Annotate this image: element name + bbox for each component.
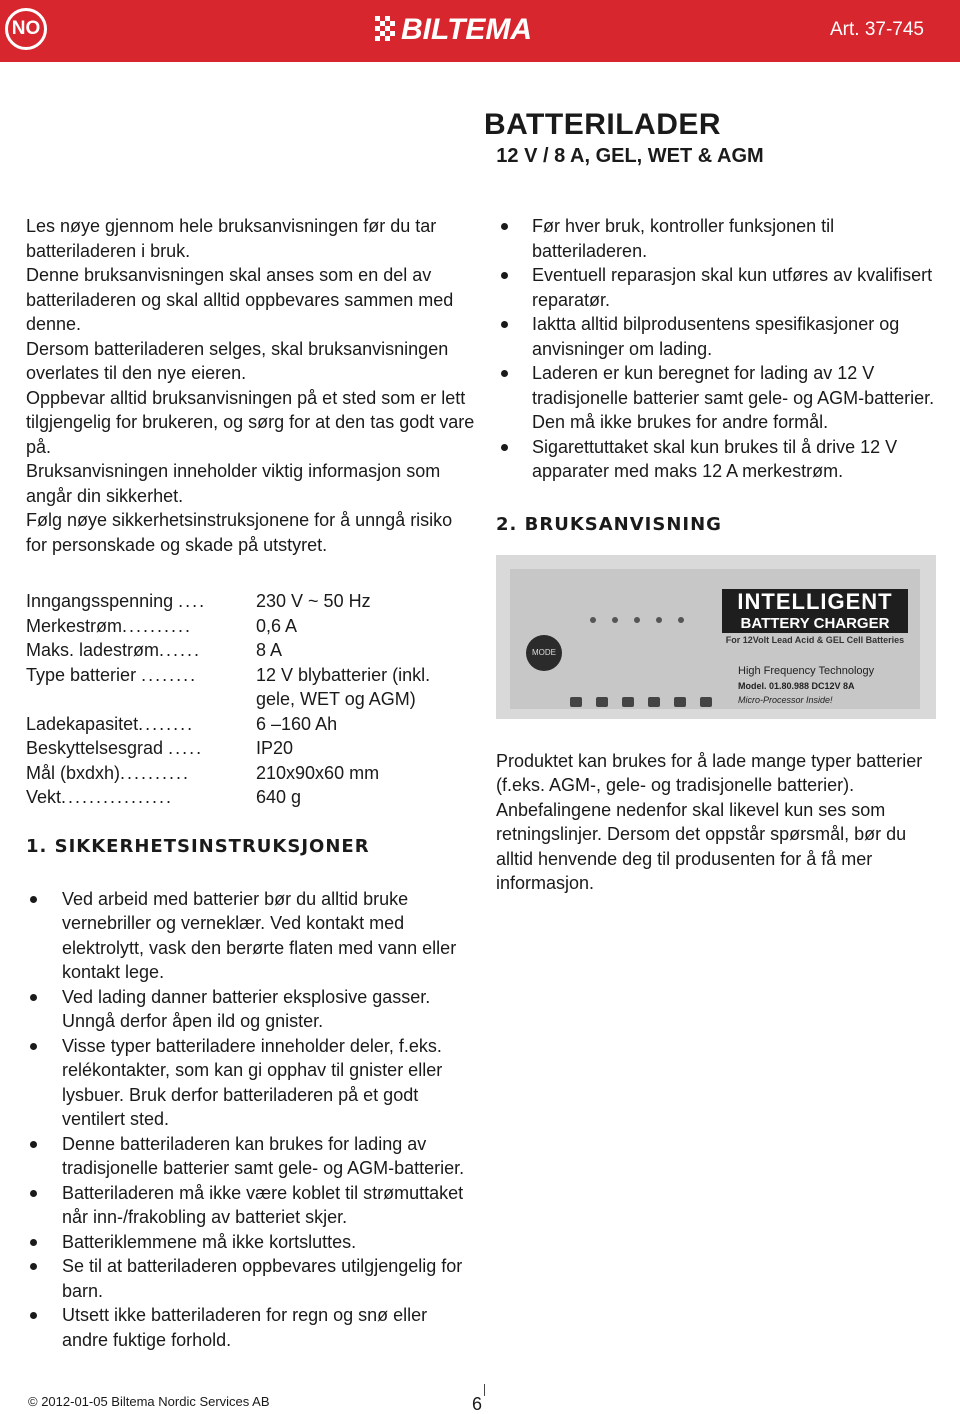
section-heading-safety: 1. SIKKERHETSINSTRUKSJONER (26, 835, 370, 857)
list-item: Ved arbeid med batterier bør du alltid bruke vernebriller og verneklær. Ved kontakt med elektrolytt, vask den berørte flaten med vann eller kontakt lege. (26, 887, 476, 985)
bullet-icon (30, 1043, 37, 1050)
charger-image (496, 555, 936, 719)
list-item: Ved lading danner batterier eksplosive gasser. Unngå derfor åpen ild og gnister. (26, 985, 476, 1034)
spec-value: 6 –160 Ah (256, 713, 338, 734)
spec-value: gele, WET og AGM) (256, 689, 416, 709)
snowflake-icon (622, 697, 634, 707)
spec-row (26, 638, 476, 663)
spec-value: 210x90x60 mm (256, 762, 380, 783)
charger-title: INTELLIGENT (722, 589, 908, 615)
list-item: Utsett ikke batteriladeren for regn og snø eller andre fuktige forhold. (26, 1303, 476, 1352)
spec-row (26, 761, 476, 786)
intro-paragraph: Oppbevar alltid bruksanvisningen på et sted som er lett tilgjengelig for brukeren, og sørg for at den tas godt vare på. (26, 387, 475, 457)
bullet-icon (30, 1263, 37, 1270)
intro-paragraph: Bruksanvisningen inneholder viktig informasjon som angår din sikkerhet. (26, 461, 441, 506)
footer-copyright: © 2012-01-05 Biltema Nordic Services AB (28, 1394, 270, 1409)
bullet-icon (501, 444, 508, 451)
spec-value: 230 V ~ 50 Hz (256, 591, 371, 611)
page-subtitle: 12 V / 8 A, GEL, WET & AGM (496, 145, 764, 167)
language-badge: NO (5, 8, 47, 50)
spec-value: 0,6 A (256, 615, 298, 636)
safety-list-continued (496, 214, 946, 484)
list-item: Batteriklemmene må ikke kortsluttes. (26, 1230, 476, 1255)
charger-cpu: Micro-Processor Inside! (738, 694, 833, 705)
bullet-icon (501, 272, 508, 279)
header-bar (0, 0, 960, 62)
bullet-icon (30, 896, 37, 903)
bullet-icon (30, 1239, 37, 1246)
bullet-icon (30, 1190, 37, 1197)
brand-name: BILTEMA (401, 13, 533, 46)
list-item: Iaktta alltid bilprodusentens spesifikasjoner og anvisninger om lading. (496, 312, 946, 361)
spec-row (26, 785, 476, 810)
intro-text (26, 214, 476, 557)
spec-label (26, 687, 256, 712)
list-item: Før hver bruk, kontroller funksjonen til batteriladeren. (496, 214, 946, 263)
spec-row (26, 663, 476, 688)
battery-icon (674, 697, 686, 707)
plug-icon (700, 697, 712, 707)
led-icon (612, 617, 618, 623)
intro-paragraph: Dersom batteriladeren selges, skal bruksanvisningen overlates til den nye eieren. (26, 338, 449, 383)
right-column (496, 214, 946, 896)
safety-list (26, 887, 476, 1353)
motorcycle-icon (570, 697, 582, 707)
spec-label: Maks. ladestrøm...... (26, 640, 202, 660)
divider (484, 1384, 485, 1396)
list-item: Se til at batteriladeren oppbevares utilgjengelig for barn. (26, 1254, 476, 1303)
bullet-icon (501, 321, 508, 328)
bullet-icon (30, 994, 37, 1001)
spec-value: IP20 (256, 738, 294, 758)
charger-tech: High Frequency Technology (738, 664, 875, 677)
spec-value: 8 A (256, 640, 283, 660)
list-item: Eventuell reparasjon skal kun utføres av kvalifisert reparatør. (496, 263, 946, 312)
article-number: Art. 37-745 (830, 19, 924, 40)
checkered-flag-icon (375, 16, 397, 44)
product-description: Produktet kan brukes for å lade mange typer batterier (f.eks. AGM-, gele- og tradisjonelle batterier). Anbefalingene nedenfor skal likevel kun ses som retningslinjer. Dersom det oppstår spørsmål, bør du alltid henvende deg til produsenten for å få mer informasjon. (496, 750, 923, 893)
spec-row (26, 687, 476, 712)
page-title: BATTERILADER (483, 108, 722, 141)
page-number: 6 (472, 1394, 483, 1414)
spec-label: Vekt................ (26, 787, 174, 807)
spec-value: 12 V blybatterier (inkl. (256, 664, 431, 685)
charger-subtitle: BATTERY CHARGER (722, 615, 908, 633)
bullet-icon (501, 223, 508, 230)
led-icon (678, 617, 684, 623)
intro-paragraph: Les nøye gjennom hele bruksanvisningen før du tar batteriladeren i bruk. (26, 216, 437, 261)
list-item: Sigarettuttaket skal kun brukes til å drive 12 V apparater med maks 12 A merkestrøm. (496, 435, 946, 484)
spec-row (26, 614, 476, 639)
spec-label: Type batterier ........ (26, 664, 198, 685)
spec-label: Merkestrøm.......... (26, 615, 193, 636)
led-icon (656, 617, 662, 623)
tool-icon (648, 697, 660, 707)
spec-value: 640 g (256, 787, 302, 807)
section-heading-usage: 2. BRUKSANVISNING (496, 513, 722, 535)
charger-panel (510, 569, 920, 709)
intro-paragraph: Denne bruksanvisningen skal anses som en del av batteriladeren og skal alltid oppbevares sammen med denne. (26, 265, 454, 334)
led-icon (590, 617, 596, 623)
bullet-icon (30, 1312, 37, 1319)
spec-row (26, 589, 476, 614)
bullet-icon (30, 1141, 37, 1148)
spec-label: Mål (bxdxh).......... (26, 762, 191, 783)
spec-table (26, 589, 476, 810)
intro-paragraph: Følg nøye sikkerhetsinstruksjonene for å unngå risiko for personskade og skade på utstyret. (26, 510, 453, 555)
list-item: Batteriladeren må ikke være koblet til strømuttaket når inn-/frakobling av batteriet skjer. (26, 1181, 476, 1230)
bullet-icon (501, 370, 508, 377)
spec-label: Ladekapasitet........ (26, 713, 195, 734)
car-icon (596, 697, 608, 707)
spec-label: Beskyttelsesgrad ..... (26, 738, 204, 758)
led-icon (634, 617, 640, 623)
list-item: Visse typer batteriladere inneholder deler, f.eks. relékontakter, som kan gi opphav til gnister eller lysbuer. Bruk derfor batteriladeren på et godt ventilert sted. (26, 1034, 476, 1132)
mode-button-icon: MODE (526, 635, 562, 671)
charger-description: For 12Volt Lead Acid & GEL Cell Batteries (725, 634, 905, 645)
list-item: Laderen er kun beregnet for lading av 12 V tradisjonelle batterier samt gele- og AGM-batterier. Den må ikke brukes for andre formål. (496, 361, 946, 435)
left-column (26, 214, 476, 1352)
brand-logo (375, 14, 532, 46)
spec-label: Inngangsspenning .... (26, 591, 207, 611)
list-item: Denne batteriladeren kan brukes for lading av tradisjonelle batterier samt gele- og AGM-batterier. (26, 1132, 476, 1181)
spec-row (26, 736, 476, 761)
charger-model: Model. 01.80.988 DC12V 8A (738, 680, 855, 691)
spec-row (26, 712, 476, 737)
